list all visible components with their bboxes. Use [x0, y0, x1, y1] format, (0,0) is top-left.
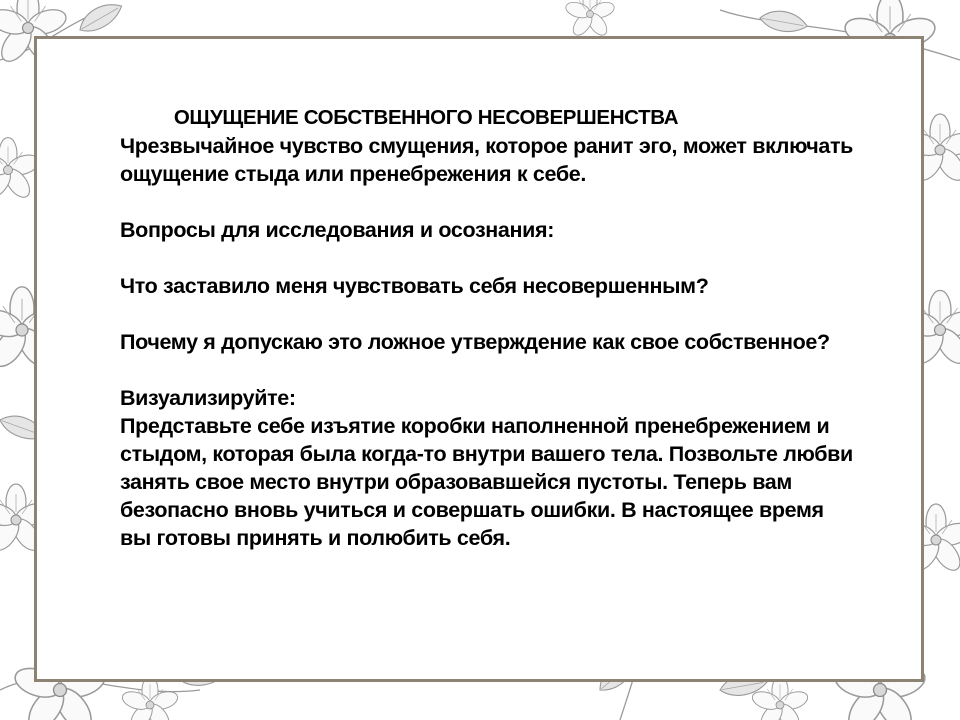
visualize-paragraph: Представьте себе изъятие коробки наполненной пренебрежением и стыдом, которая была когда-то внутри вашего тела. Позвольте любви занять свое место внутри образовавшейся пустоты. Теперь вам безопасно вновь учиться и совершать ошибки. В настоящее время вы готовы принять и полюбить себя.: [120, 414, 853, 550]
intro-paragraph: Чрезвычайное чувство смущения, которое ранит эго, может включать ощущение стыда или пренебрежения к себе.: [120, 134, 854, 186]
question-2: Почему я допускаю это ложное утверждение как свое собственное?: [120, 330, 830, 354]
questions-heading: Вопросы для исследования и осознания:: [120, 218, 555, 242]
question-1: Что заставило меня чувствовать себя несовершенным?: [120, 274, 709, 298]
visualize-heading: Визуализируйте:: [120, 386, 296, 410]
slide-title: ОЩУЩЕНИЕ СОБСТВЕННОГО НЕСОВЕРШЕНСТВА: [173, 106, 679, 129]
slide-body: [120, 104, 860, 552]
